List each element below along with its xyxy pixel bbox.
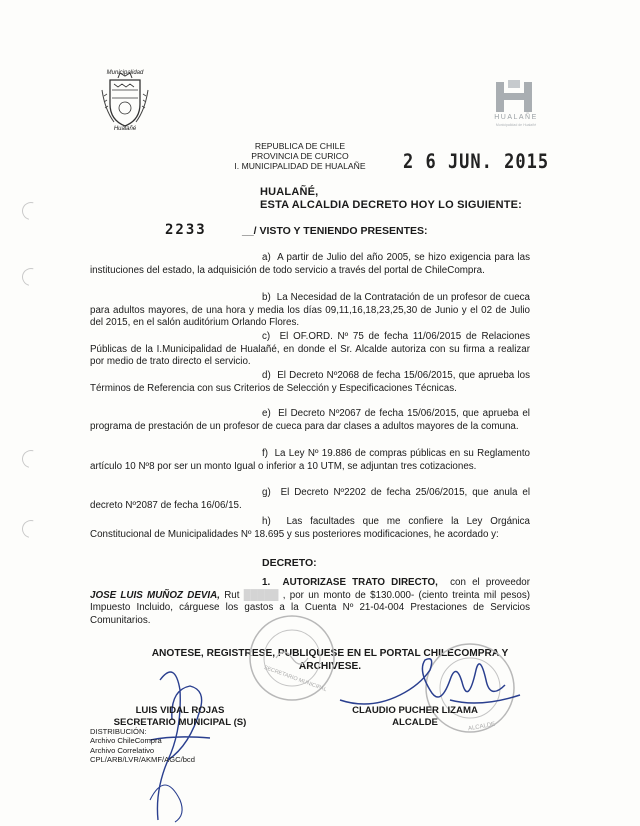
heading-intro: ESTA ALCALDIA DECRETO HOY LO SIGUIENTE: bbox=[260, 199, 523, 211]
considerando-f: f) La Ley Nº 19.886 de compras públicas en su Reglamento artículo 10 Nº8 por ser un monto Igual o inferior a 10 UTM, se adjuntan tres cotizaciones. bbox=[90, 448, 530, 472]
left-signatory-title: SECRETARIO MUNICIPAL (S) bbox=[113, 717, 247, 728]
heading-place: HUALAÑÉ, bbox=[260, 186, 319, 198]
right-signatory-title: ALCALDE bbox=[392, 717, 438, 728]
crest-bottom-text: Hualañé bbox=[113, 126, 137, 132]
considerando-g: g) El Decreto Nº2202 de fecha 25/06/2015, que anula el decreto Nº2087 de fecha 16/06/15. bbox=[90, 487, 530, 511]
header-line-municipality: I. MUNICIPALIDAD DE HUALAÑE bbox=[234, 161, 366, 171]
decreto-item-1: 1. AUTORIZASE TRATO DIRECTO, con el proveedor JOSE LUIS MUÑOZ DEVIA, Rut █████ , por un monto de $130.000- (ciento treinta mil pesos) Impuesto Incluido, cárguese los gastos a la Cuenta Nº 21-04-004 Prestaciones de Servicios Comunitarios. bbox=[90, 577, 530, 626]
header-line-province: PROVINCIA DE CURICO bbox=[251, 151, 349, 161]
distribution-title: DISTRIBUCIÓN: bbox=[90, 727, 147, 736]
considerando-c: c) El OF.ORD. Nº 75 de fecha 11/06/2015 de Relaciones Públicas de la I.Municipalidad de Hualañé, en donde el Sr. Alcalde autoriza con su firma a realizar por medio de trato directo el servicio. bbox=[90, 331, 530, 368]
considerando-a: a) A partir de Julio del año 2005, se hizo exigencia para las instituciones del estado, la adquisición de todo servicio a través del portal de ChileCompra. bbox=[90, 252, 530, 276]
secretary-seal-text: SECRETARIO MUNICIPAL bbox=[262, 664, 328, 694]
hualane-logo-icon bbox=[492, 80, 536, 114]
considerando-h: h) Las facultades que me confiere la Ley Orgánica Constitucional de Municipalidades Nº 18.695 y sus posteriores modificaciones, he acordado y: bbox=[90, 516, 530, 540]
right-signatory-name: CLAUDIO PUCHER LIZAMA bbox=[352, 705, 478, 716]
considerando-e: e) El Decreto Nº2067 de fecha 15/06/2015, que aprueba el programa de prestación de un profesor de cueca para dar clases a adultos mayores de la comuna. bbox=[90, 408, 530, 432]
distribution-block bbox=[90, 727, 195, 765]
punch-hole bbox=[19, 517, 44, 542]
visto-heading: __/ VISTO Y TENIENDO PRESENTES: bbox=[242, 225, 428, 237]
decreto-label: DECRETO: bbox=[262, 557, 317, 569]
distribution-line: Archivo ChileCompra bbox=[90, 736, 162, 746]
municipal-crest-icon bbox=[100, 70, 150, 132]
distribution-line: CPL/ARB/LVR/AKMF/AGC/bcd bbox=[90, 755, 195, 765]
date-stamp: 2 6 JUN. 2015 bbox=[403, 150, 550, 174]
logo-tagline: Municipalidad de Hualañé bbox=[495, 123, 537, 127]
punch-hole bbox=[19, 265, 44, 290]
considerando-b: b) La Necesidad de la Contratación de un profesor de cueca para adultos mayores, de una hora y media los días 09,11,16,18,23,25,30 de Junio y el 02 de Julio del 2015, en el salón auditórium Orlando Flores. bbox=[90, 292, 530, 329]
logo-name: HUALAÑE bbox=[494, 114, 538, 121]
decree-number: 2233 bbox=[165, 222, 207, 238]
punch-hole bbox=[19, 199, 44, 224]
punch-hole bbox=[19, 447, 44, 472]
header-line-republic: REPUBLICA DE CHILE bbox=[254, 141, 346, 151]
left-signatory bbox=[100, 705, 260, 729]
crest-top-text: Municipalidad bbox=[106, 70, 144, 76]
distribution-line: Archivo Correlativo bbox=[90, 745, 155, 755]
closing-formula: ANOTESE, REGISTRESE, PUBLIQUESE EN EL PORTAL CHILECOMPRA Y ARCHIVESE. bbox=[151, 648, 509, 672]
considerando-d: d) El Decreto Nº2068 de fecha 15/06/2015, que aprueba los Términos de Referencia con sus Criterios de Selección y Especificaciones Técnicas. bbox=[90, 370, 531, 394]
left-signatory-name: LUIS VIDAL ROJAS bbox=[135, 705, 225, 716]
mayor-seal-text: ALCALDE bbox=[467, 721, 496, 733]
